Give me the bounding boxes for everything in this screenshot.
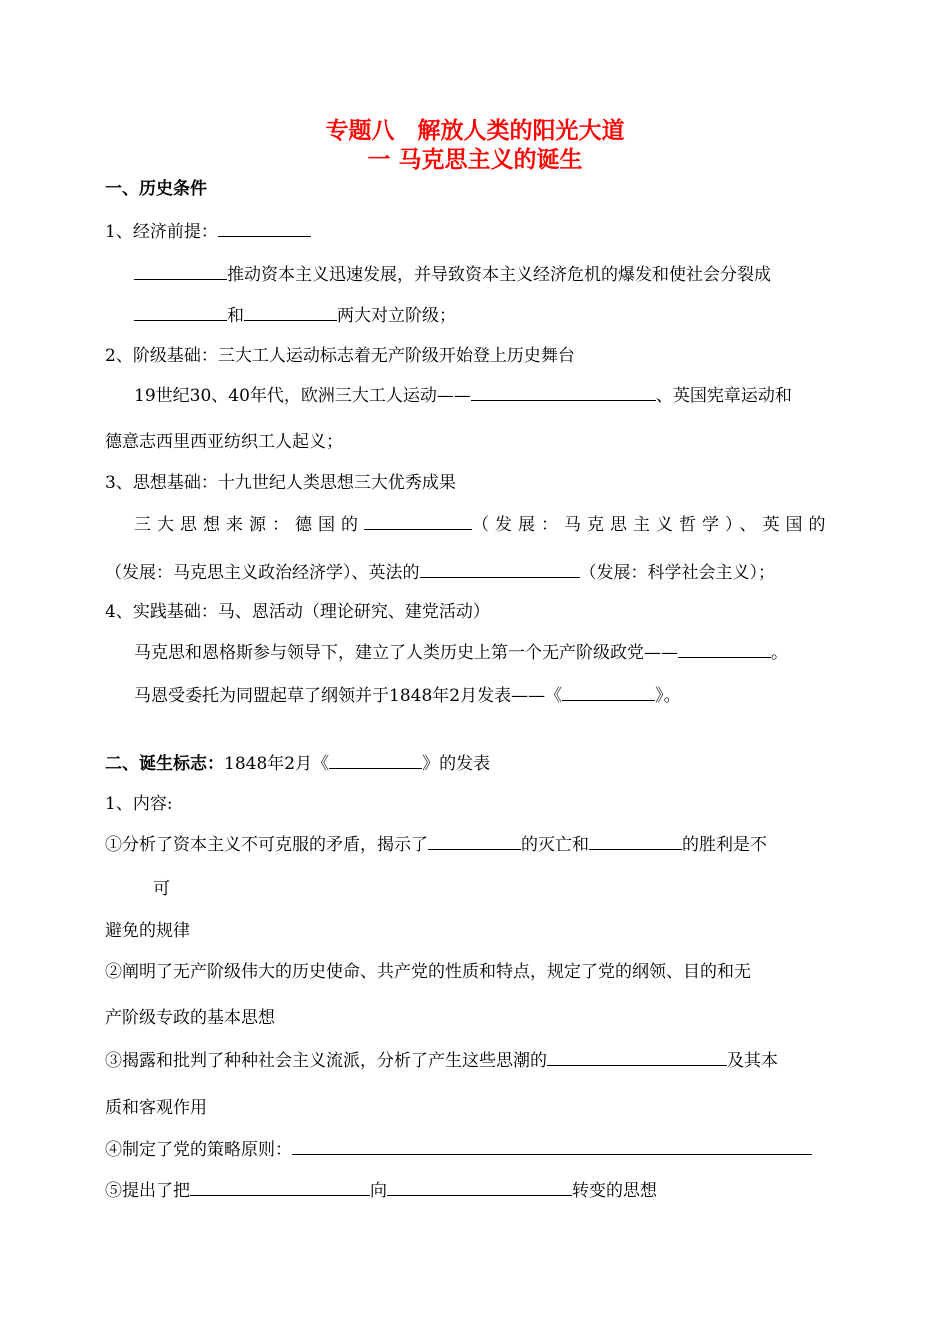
item4-text-b: 马恩受委托为同盟起草了纲领并于1848年2月发表——《 xyxy=(134,686,563,706)
item4-text-a: 马克思和恩格斯参与领导下，建立了人类历史上第一个无产阶级政党—— xyxy=(134,643,678,663)
item4-text-line xyxy=(134,640,788,665)
section2-heading-rest-a: 1848年2月《 xyxy=(224,754,330,774)
item4-label: 4、实践基础：马、恩活动（理论研究、建党活动） xyxy=(105,602,490,622)
item3-text-d: （发展：科学社会主义）； xyxy=(579,563,775,583)
item4-text-b-end: 》。 xyxy=(655,686,681,706)
point3-text-b: 及其本 xyxy=(727,1051,778,1071)
item3-text-b: （发展：马克思主义哲学）、英国的 xyxy=(472,515,832,535)
point3-text-c: 质和客观作用 xyxy=(105,1098,207,1118)
item1-label: 1、经济前提： xyxy=(105,222,218,242)
item2-text-line xyxy=(134,383,792,408)
blank-field[interactable] xyxy=(428,832,521,850)
section1-heading: 一、历史条件 xyxy=(105,179,207,199)
content-label: 1、内容: xyxy=(105,794,173,814)
point4-text-a: ④制定了党的策略原则： xyxy=(105,1140,292,1160)
blank-field[interactable] xyxy=(420,560,580,578)
item3-text-c: （发展：马克思主义政治经济学）、英法的 xyxy=(105,563,420,583)
point4-line xyxy=(105,1137,812,1162)
blank-field[interactable] xyxy=(387,1178,572,1196)
blank-field[interactable] xyxy=(329,751,422,769)
item2-label: 2、阶级基础：三大工人运动标志着无产阶级开始登上历史舞台 xyxy=(105,346,575,366)
item2-text-b: 、英国宪章运动和 xyxy=(655,386,792,406)
item3-text-line2 xyxy=(105,560,775,585)
item1-text-line xyxy=(134,262,771,287)
blank-field[interactable] xyxy=(589,832,682,850)
blank-field[interactable] xyxy=(678,640,771,658)
item1-text-b: 和 xyxy=(227,306,244,326)
point1-text-a: ①分析了资本主义不可克服的矛盾，揭示了 xyxy=(105,835,428,855)
page-subtitle: 一 马克思主义的诞生 xyxy=(367,147,583,173)
item3-label: 3、思想基础：十九世纪人类思想三大优秀成果 xyxy=(105,473,456,493)
blank-field[interactable] xyxy=(134,303,227,321)
section2-heading: 二、诞生标志： xyxy=(105,754,224,774)
point3-text-a: ③揭露和批判了种种社会主义流派，分析了产生这些思潮的 xyxy=(105,1051,547,1071)
point5-text-c: 转变的思想 xyxy=(572,1181,657,1201)
blank-field[interactable] xyxy=(471,383,656,401)
point1-text-d: 可 xyxy=(153,879,170,899)
point1-text-b: 的灭亡和 xyxy=(521,835,589,855)
point5-text-a: ⑤提出了把 xyxy=(105,1181,190,1201)
point2-text-b: 产阶级专政的基本思想 xyxy=(105,1008,275,1028)
point5-text-b: 向 xyxy=(370,1181,387,1201)
blank-field[interactable] xyxy=(562,683,655,701)
section2-heading-rest-b: 》的发表 xyxy=(422,754,491,774)
item1-line xyxy=(105,219,311,244)
item3-text-line xyxy=(134,512,832,537)
point1-text-e: 避免的规律 xyxy=(105,921,190,941)
item1-classes-line xyxy=(134,303,456,328)
page-title: 专题八 解放人类的阳光大道 xyxy=(325,118,625,144)
item1-text-a: 推动资本主义迅速发展，并导致资本主义经济危机的爆发和使社会分裂成 xyxy=(227,265,771,285)
blank-field[interactable] xyxy=(547,1048,727,1066)
blank-field[interactable] xyxy=(190,1178,370,1196)
blank-field[interactable] xyxy=(218,219,311,237)
point1-text-c: 的胜利是不 xyxy=(682,835,767,855)
item1-text-c: 两大对立阶级； xyxy=(337,306,456,326)
item2-text-a: 19世纪30、40年代，欧洲三大工人运动—— xyxy=(134,386,471,406)
blank-field[interactable] xyxy=(364,512,472,530)
point1-line xyxy=(105,832,767,857)
item2-text-c: 德意志西里西亚纺织工人起义； xyxy=(105,432,343,452)
point2-text-a: ②阐明了无产阶级伟大的历史使命、共产党的性质和特点，规定了党的纲领、目的和无 xyxy=(105,962,751,982)
section2-heading-line xyxy=(105,751,490,776)
blank-field[interactable] xyxy=(292,1137,812,1155)
item4-text-line2 xyxy=(134,683,681,708)
blank-field[interactable] xyxy=(134,262,227,280)
point3-line xyxy=(105,1048,778,1073)
blank-field[interactable] xyxy=(244,303,337,321)
point5-line xyxy=(105,1178,657,1203)
item4-text-a-end: 。 xyxy=(771,643,788,663)
item3-text-a: 三大思想来源：德国的 xyxy=(134,515,364,535)
